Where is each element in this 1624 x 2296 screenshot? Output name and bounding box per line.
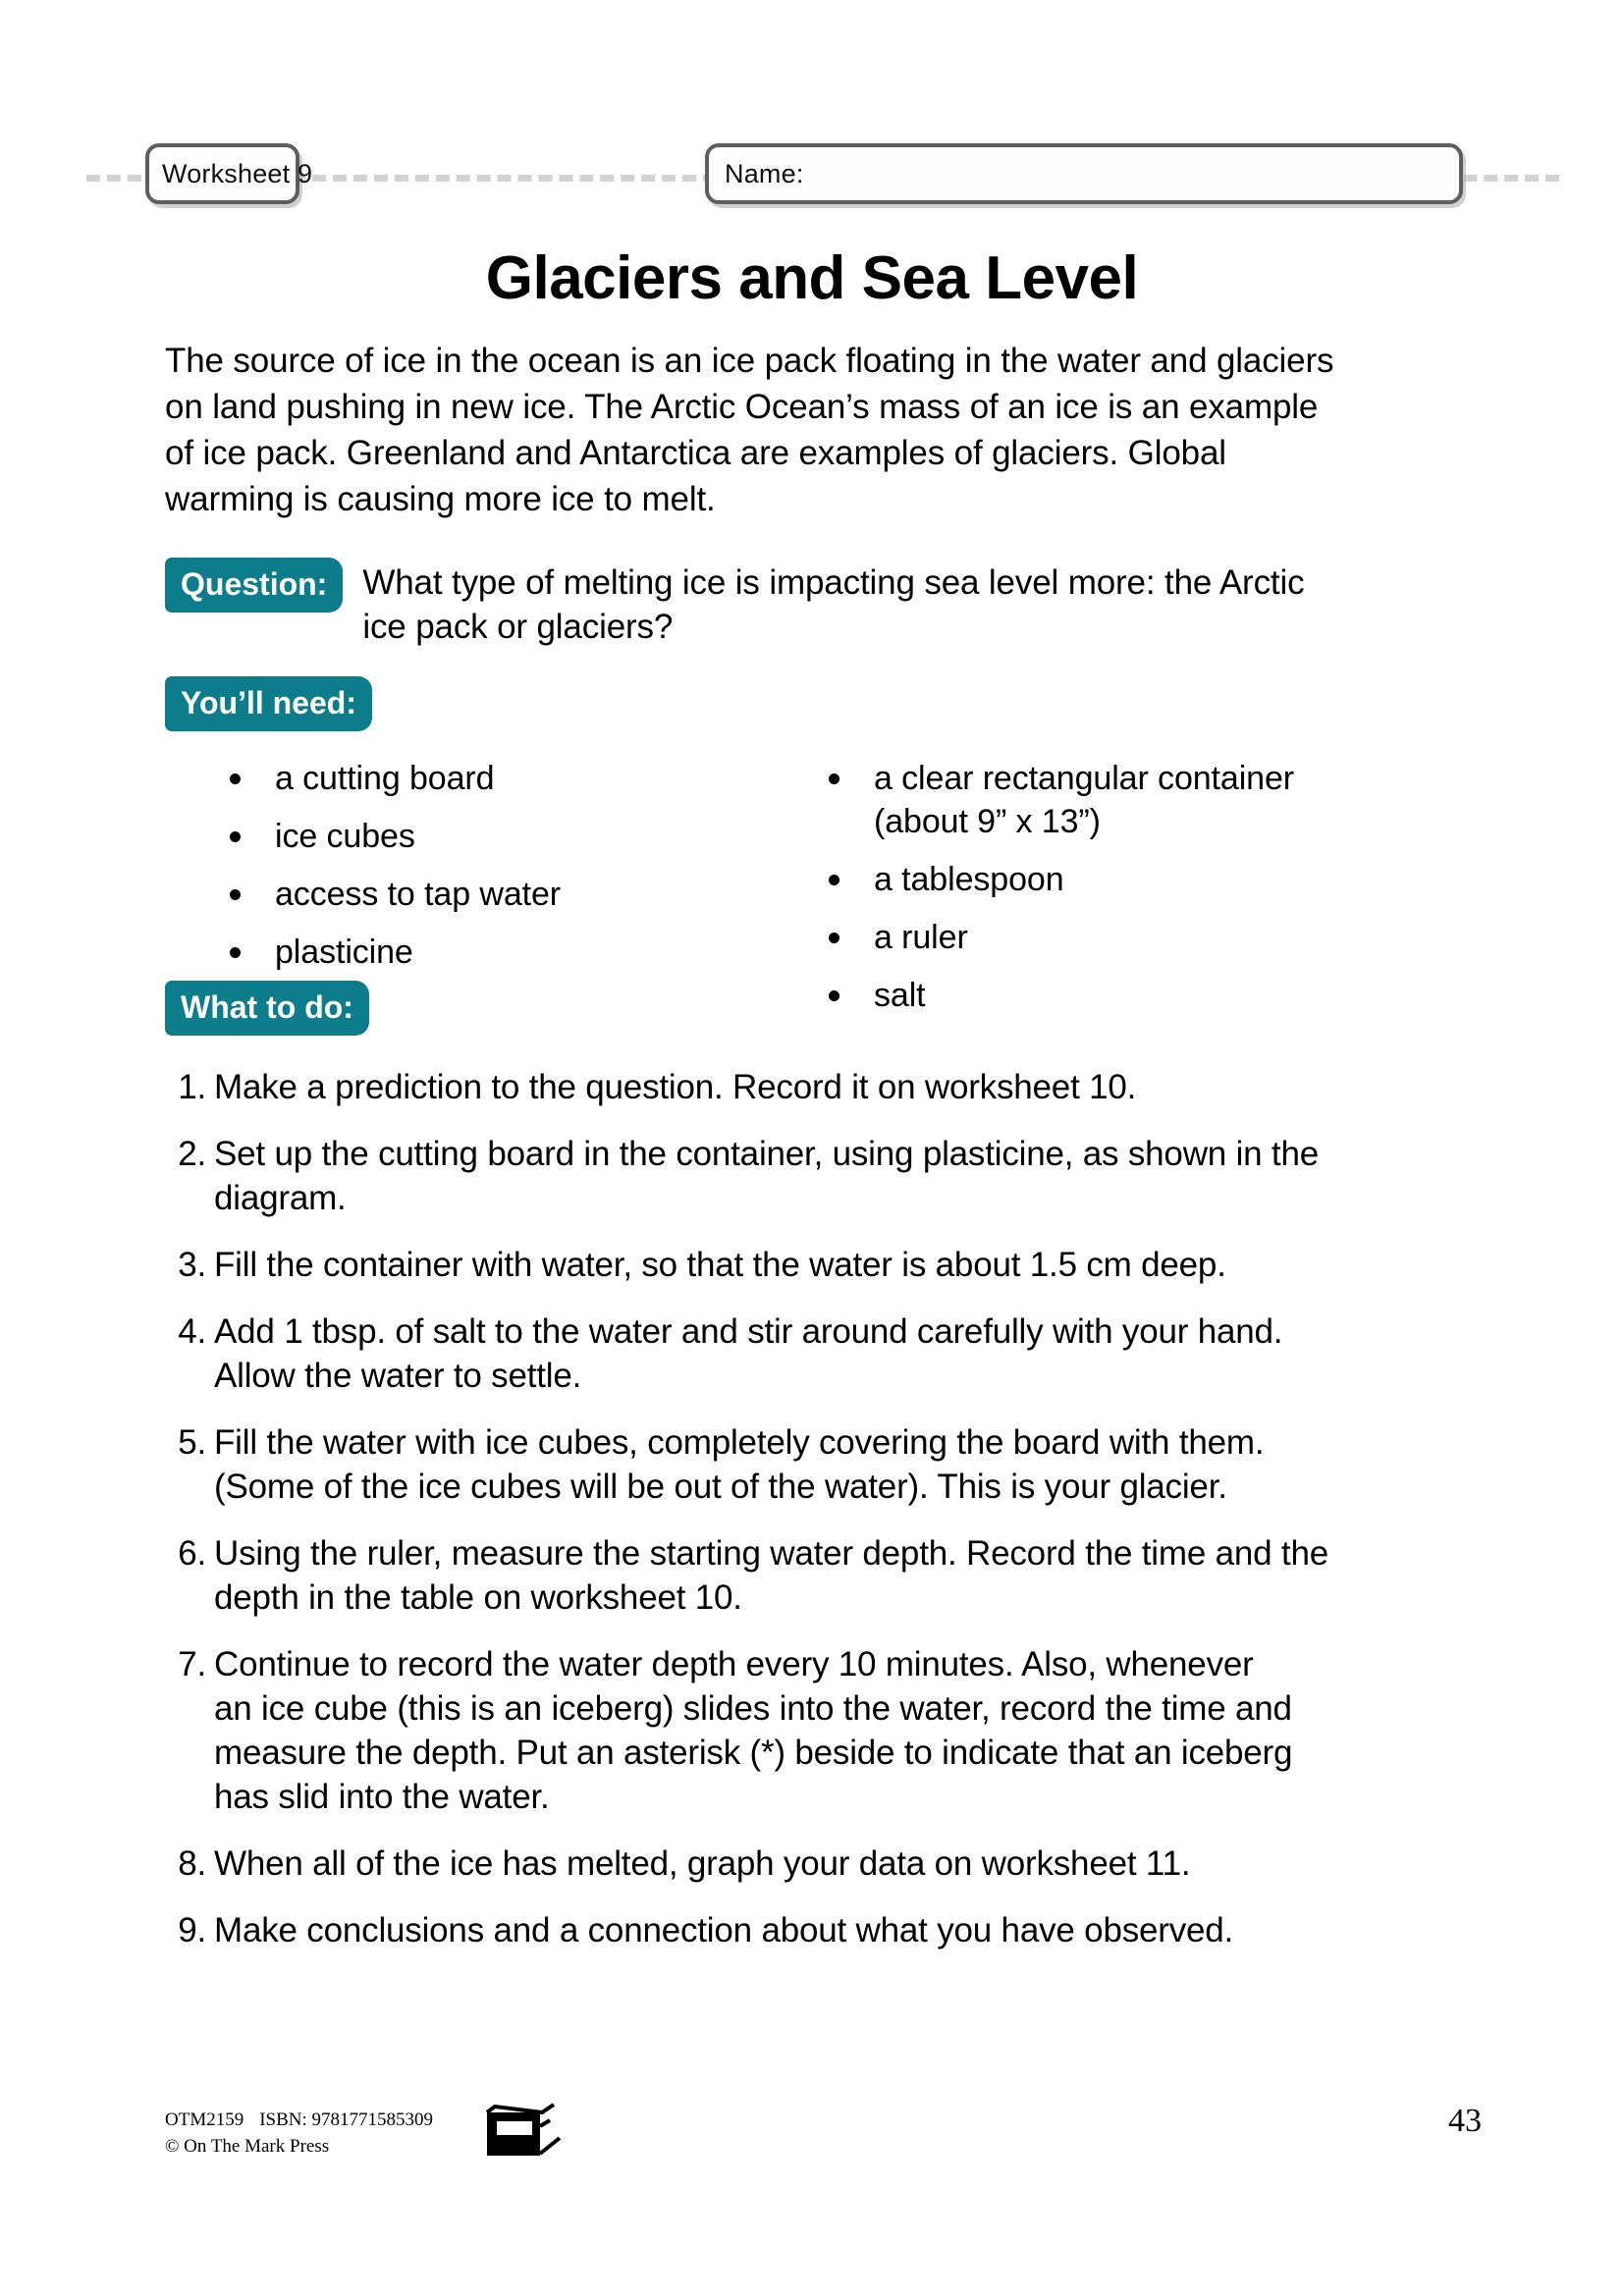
bullet-icon	[230, 947, 241, 958]
step-line: Continue to record the water depth every 10 minutes. Also, whenever	[214, 1645, 1254, 1683]
step-number: 8.	[178, 1844, 206, 1883]
step-number: 3.	[178, 1246, 206, 1284]
question-line: What type of melting ice is impacting sea level more: the Arctic	[362, 563, 1305, 602]
worksheet-number-label: Worksheet 9	[162, 158, 313, 188]
step-line: has slid into the water.	[214, 1778, 550, 1816]
material-label: a cutting board	[275, 760, 495, 797]
worksheet-content	[165, 338, 1461, 1975]
list-item	[823, 916, 1451, 959]
page-footer	[0, 2089, 1624, 2207]
list-item	[224, 873, 774, 916]
step-line: When all of the ice has melted, graph your data on worksheet 11.	[214, 1844, 1191, 1883]
material-label: salt	[874, 977, 926, 1014]
copyright-label: © On The Mark Press	[165, 2136, 330, 2157]
question-section	[165, 558, 1461, 649]
step-line: diagram.	[214, 1179, 347, 1217]
materials-left-column	[224, 757, 774, 988]
list-item	[165, 1842, 1459, 1886]
step-number: 5.	[178, 1423, 206, 1462]
instruction-steps	[165, 1065, 1459, 1952]
intro-line: warming is causing more ice to melt.	[165, 480, 716, 518]
step-line: depth in the table on worksheet 10.	[214, 1578, 742, 1617]
step-line: Fill the container with water, so that the water is about 1.5 cm deep.	[214, 1246, 1226, 1284]
step-line: Make a prediction to the question. Record it on worksheet 10.	[214, 1068, 1137, 1106]
list-item	[165, 1065, 1459, 1109]
step-line: Add 1 tbsp. of salt to the water and stir around carefully with your hand.	[214, 1312, 1283, 1351]
step-number: 7.	[178, 1645, 206, 1683]
bullet-icon	[829, 933, 839, 943]
material-label: a clear rectangular container	[874, 760, 1295, 797]
material-label: ice cubes	[275, 818, 415, 855]
materials-right-column	[823, 757, 1451, 1032]
product-code: OTM2159	[165, 2109, 244, 2130]
step-number: 1.	[178, 1068, 206, 1106]
worksheet-number-box	[145, 143, 313, 204]
material-label-cont: (about 9” x 13”)	[874, 803, 1101, 840]
list-item	[165, 1132, 1459, 1220]
list-item	[823, 974, 1451, 1017]
question-badge: Question:	[165, 558, 343, 613]
list-item	[823, 757, 1451, 843]
bullet-icon	[230, 889, 241, 900]
material-label: a ruler	[874, 919, 968, 956]
list-item	[165, 1642, 1459, 1819]
step-line: Using the ruler, measure the starting water depth. Record the time and the	[214, 1534, 1328, 1573]
step-line: Make conclusions and a connection about what you have observed.	[214, 1911, 1234, 1949]
step-line: an ice cube (this is an iceberg) slides into the water, record the time and	[214, 1689, 1292, 1728]
step-line: measure the depth. Put an asterisk (*) beside to indicate that an iceberg	[214, 1734, 1293, 1772]
question-line: ice pack or glaciers?	[362, 608, 674, 646]
intro-line: of ice pack. Greenland and Antarctica are examples of glaciers. Global	[165, 434, 1226, 472]
step-number: 6.	[178, 1534, 206, 1573]
student-name-label: Name:	[725, 158, 804, 188]
list-item	[165, 1420, 1459, 1509]
list-item	[165, 1243, 1459, 1287]
bullet-icon	[230, 831, 241, 842]
material-label: a tablespoon	[874, 861, 1064, 898]
material-label: access to tap water	[275, 876, 562, 913]
step-line: Allow the water to settle.	[214, 1357, 582, 1395]
student-name-field[interactable]	[705, 143, 1463, 204]
list-item	[165, 1531, 1459, 1620]
intro-line: on land pushing in new ice. The Arctic Ocean’s mass of an ice is an example	[165, 388, 1319, 426]
list-item	[165, 1908, 1459, 1952]
material-label: plasticine	[275, 934, 413, 971]
bullet-icon	[829, 774, 839, 784]
publisher-logo-icon	[483, 2097, 573, 2167]
list-item	[823, 858, 1451, 901]
page-number: 43	[1448, 2103, 1482, 2139]
step-line: Fill the water with ice cubes, completely covering the board with them.	[214, 1423, 1265, 1462]
intro-paragraph	[165, 338, 1459, 522]
step-number: 9.	[178, 1911, 206, 1949]
bullet-icon	[230, 774, 241, 784]
intro-line: The source of ice in the ocean is an ice pack floating in the water and glaciers	[165, 342, 1334, 380]
list-item	[165, 1309, 1459, 1398]
step-number: 4.	[178, 1312, 206, 1351]
list-item	[224, 931, 774, 974]
youll-need-section	[165, 676, 1461, 731]
step-line: Set up the cutting board in the container, using plasticine, as shown in the	[214, 1135, 1319, 1173]
list-item	[224, 757, 774, 800]
worksheet-header	[0, 137, 1624, 216]
step-number: 2.	[178, 1135, 206, 1173]
question-text	[362, 558, 1304, 649]
youll-need-badge: You’ll need:	[165, 676, 372, 731]
list-item	[224, 815, 774, 858]
what-to-do-badge: What to do:	[165, 981, 369, 1036]
page-title: Glaciers and Sea Level	[485, 244, 1139, 312]
bullet-icon	[829, 990, 839, 1001]
step-line: (Some of the ice cubes will be out of the water). This is your glacier.	[214, 1468, 1227, 1506]
bullet-icon	[829, 875, 839, 885]
footer-publisher-info	[165, 2107, 433, 2160]
isbn-label: ISBN: 9781771585309	[259, 2109, 434, 2130]
